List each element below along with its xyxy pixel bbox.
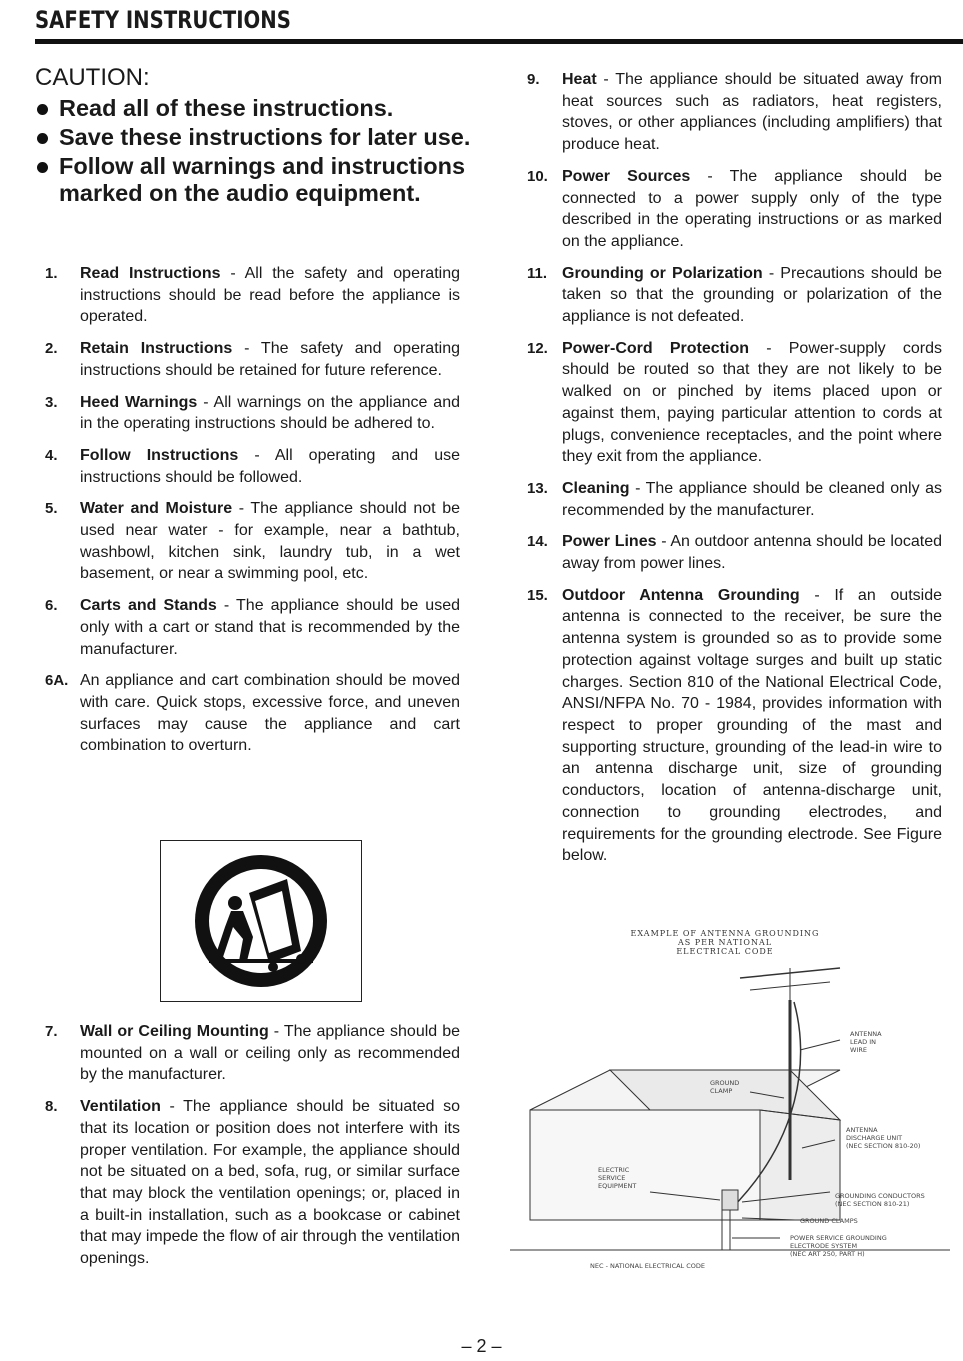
item-text: - The appliance should be mounted on a wall or ceiling only as recommended by the manufacturer. [80,1023,461,1084]
instruction-item [517,531,942,574]
instruction-item [35,595,460,660]
item-text: - All warnings on the appliance and in the operating instructions should be adhered to. [80,393,460,433]
label-service-equipment: SERVICE [598,1174,626,1182]
item-number: 10. [527,167,548,185]
item-heading: Ventilation [80,1098,161,1116]
item-heading: Power Sources [562,167,691,185]
item-text: - Power-supply cords should be routed so that they are not likely to be walked on or pinched by items placed upon or against them, paying particular attention to cords at plugs, convenience receptacles, and the point where they exit from the appliance. [562,339,943,466]
instruction-item [35,1096,460,1270]
instruction-item [35,263,460,328]
item-number: 6A. [45,672,69,690]
label-electrode-system: ELECTRODE SYSTEM [790,1242,858,1250]
title-rule [35,39,963,44]
item-number: 1. [45,265,58,282]
item-number: 15. [527,586,548,604]
label-lead-in: LEAD IN [850,1038,877,1046]
instruction-item [517,69,942,156]
item-text: - The safety and operating instructions should be retained for future reference. [80,340,460,379]
instruction-item [517,585,942,867]
item-number: 14. [527,533,548,551]
cart-tipover-icon [161,841,361,1001]
label-service-equipment: ELECTRIC [598,1166,630,1174]
caution-block [35,64,485,209]
item-text: - The appliance should be connected to a power supply only of the type described in the operating instructions or as marked on the appliance. [562,167,943,250]
label-ground-clamp: GROUND [710,1079,740,1087]
label-service-equipment: EQUIPMENT [598,1182,637,1190]
caution-heading: CAUTION: [35,64,150,91]
instruction-item [35,338,460,381]
instruction-list-left [35,263,460,767]
item-text: An appliance and cart combination should be moved with care. Quick stops, excessive force, and uneven surfaces may cause the appliance and cart combination to overturn. [80,672,460,755]
item-text: - The appliance should be cleaned only as recommended by the manufacturer. [562,479,942,519]
item-number: 3. [45,393,58,411]
item-heading: Follow Instructions [80,446,239,464]
diagram-caption-line: AS PER NATIONAL [677,938,773,947]
item-text: - The appliance should be used only with a cart or stand that is recommended by the manufacturer. [80,597,461,658]
item-number: 11. [527,264,548,282]
caution-bullet: Save these instructions for later use. [35,124,485,151]
item-heading: Power-Cord Protection [562,339,749,357]
instruction-item [517,263,942,328]
item-number: 7. [45,1023,58,1040]
item-heading: Heed Warnings [80,393,198,411]
label-electrode-system: (NEC ART 250, PART H) [790,1250,865,1258]
instruction-item [35,1021,460,1086]
label-grounding-conductors: (NEC SECTION 810-21) [835,1200,910,1208]
instruction-item [517,166,942,253]
cart-warning-symbol [160,840,362,1002]
item-number: 13. [527,479,548,497]
label-lead-in: ANTENNA [850,1030,882,1038]
item-text: - All operating and use instructions should be followed. [80,446,460,486]
diagram-caption-line: EXAMPLE OF ANTENNA GROUNDING [630,929,820,938]
item-number: 4. [45,446,58,464]
item-number: 6. [45,597,58,615]
diagram-caption-line: ELECTRICAL CODE [676,947,774,956]
item-number: 2. [45,340,58,358]
item-number: 8. [45,1098,58,1116]
label-grounding-conductors: GROUNDING CONDUCTORS [835,1192,925,1200]
item-text: - The appliance should be situated away from heat sources such as radiators, heat registers, stoves, or other appliances (including amplifiers) that produce heat. [562,71,942,154]
item-text: - Precautions should be taken so that the grounding or polarization of the appliance is not defeated. [562,264,942,326]
instruction-item [35,445,460,488]
caution-bullet: Follow all warnings and instructions marked on the audio equipment. [35,153,485,207]
item-number: 5. [45,500,58,518]
item-heading: Cleaning [562,479,630,497]
item-text: - All the safety and operating instructions should be read before the appliance is operated. [80,265,460,326]
item-text: - If an outside antenna is connected to the receiver, be sure the antenna system is grounded so as to provide some protection against voltage surges and built up static charges. Section 810 of the National Electrical Code, ANSI/NFPA No. 70 - 1984, provides information with respect to proper grounding of the mast and supporting structure, grounding of the lead-in wire to an antenna discharge unit, size of grounding conductors, location of antenna-discharge unit, connection to grounding electrodes, and requirements for the grounding electrode. See Figure below. [562,586,942,865]
item-heading: Outdoor Antenna Grounding [562,586,800,604]
label-electrode-system: POWER SERVICE GROUNDING [790,1234,887,1242]
instruction-list-right [517,69,942,877]
item-heading: Power Lines [562,533,657,551]
item-heading: Carts and Stands [80,597,217,615]
diagram-footnote: NEC - NATIONAL ELECTRICAL CODE [590,1262,706,1270]
item-heading: Heat [562,71,597,88]
instruction-item [35,392,460,435]
label-discharge-unit: ANTENNA [846,1126,878,1134]
item-heading: Water and Moisture [80,500,233,518]
label-lead-in: WIRE [850,1046,867,1054]
antenna-grounding-diagram [510,920,960,1280]
label-discharge-unit: (NEC SECTION 810-20) [846,1142,921,1150]
item-heading: Read Instructions [80,265,221,282]
page-title: SAFETY INSTRUCTIONS [35,6,291,34]
caution-bullet: Read all of these instructions. [35,95,485,122]
label-ground-clamp: CLAMP [710,1087,733,1095]
instruction-item [35,498,460,585]
item-number: 9. [527,71,540,88]
item-number: 12. [527,339,548,357]
instruction-list-left-lower [35,1021,460,1280]
label-discharge-unit: DISCHARGE UNIT [846,1134,903,1142]
instruction-item [517,478,942,521]
instruction-item [35,670,460,757]
label-ground-clamps: GROUND CLAMPS [800,1217,858,1225]
item-heading: Grounding or Polarization [562,264,763,282]
item-text: - An outdoor antenna should be located away from power lines. [562,533,942,573]
item-text: - The appliance should not be used near water - for example, near a bathtub, washbowl, kitchen sink, laundry tub, in a wet basement, or near a swimming pool, etc. [80,500,460,583]
page-number: – 2 – [461,1336,502,1356]
item-heading: Retain Instructions [80,340,233,358]
instruction-item [517,338,942,468]
item-text: - The appliance should be situated so that its location or position does not interfere with its proper ventilation. For example, the appliance should not be situated on a bed, sofa, rug, or similar surface that may block the ventilation openings; or, placed in a built-in installation, such as a bookcase or cabinet that may impede the flow of air through the ventilation openings. [80,1098,460,1268]
item-heading: Wall or Ceiling Mounting [80,1023,269,1040]
